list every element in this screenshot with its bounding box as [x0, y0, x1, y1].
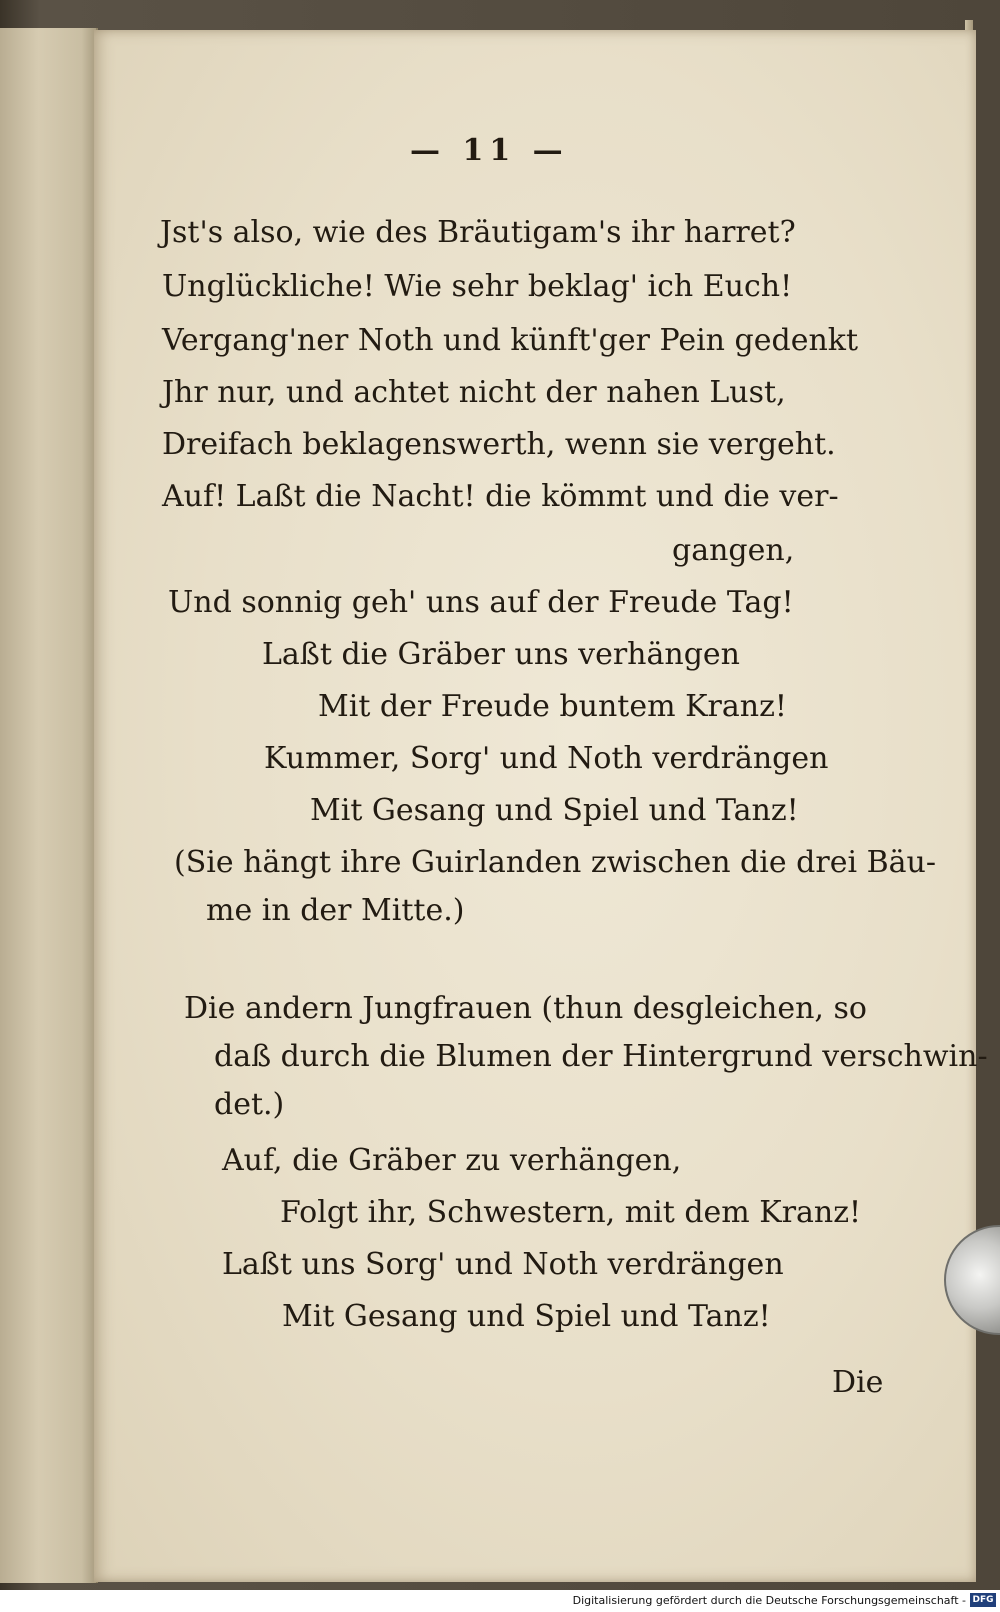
speaker-line: Die andern Jungfrauen (thun desgleichen, so: [184, 991, 867, 1026]
text-line-20: Laßt uns Sorg' und Noth verdrängen: [222, 1247, 784, 1282]
text-line-12: Mit Gesang und Spiel und Tanz!: [310, 793, 799, 828]
text-line-11: Kummer, Sorg' und Noth verdrängen: [264, 741, 829, 776]
text-line-6: Auf! Laßt die Nacht! die kömmt und die ver-: [162, 479, 839, 514]
facing-page-edge: [0, 28, 98, 1583]
text-line-18: Auf, die Gräber zu verhängen,: [222, 1143, 682, 1178]
dfg-logo: DFG: [970, 1593, 996, 1607]
catchword: Die: [832, 1365, 884, 1400]
stage-direction-1-cont: me in der Mitte.): [206, 893, 465, 928]
text-line-2: Unglückliche! Wie sehr beklag' ich Euch!: [162, 269, 793, 304]
text-line-9: Laßt die Gräber uns verhängen: [262, 637, 740, 672]
text-line-10: Mit der Freude buntem Kranz!: [318, 689, 787, 724]
stage-direction-2-cont: det.): [214, 1087, 285, 1122]
text-line-7: gangen,: [672, 533, 795, 568]
text-line-1: Jst's also, wie des Bräutigam's ihr harret?: [160, 215, 796, 250]
footer-credit: Digitalisierung gefördert durch die Deutsche Forschungsgemeinschaft -: [572, 1594, 966, 1607]
text-line-3: Vergang'ner Noth und künft'ger Pein gedenkt: [162, 323, 859, 358]
text-line-21: Mit Gesang und Spiel und Tanz!: [282, 1299, 771, 1334]
text-line-8: Und sonnig geh' uns auf der Freude Tag!: [168, 585, 794, 620]
stage-direction-2: daß durch die Blumen der Hintergrund verschwin-: [214, 1039, 988, 1074]
stage-direction-1: (Sie hängt ihre Guirlanden zwischen die drei Bäu-: [174, 845, 936, 880]
page-number: — 11 —: [410, 133, 569, 168]
text-line-19: Folgt ihr, Schwestern, mit dem Kranz!: [280, 1195, 862, 1230]
text-line-4: Jhr nur, und achtet nicht der nahen Lust,: [162, 375, 786, 410]
text-line-5: Dreifach beklagenswerth, wenn sie vergeht.: [162, 427, 836, 462]
